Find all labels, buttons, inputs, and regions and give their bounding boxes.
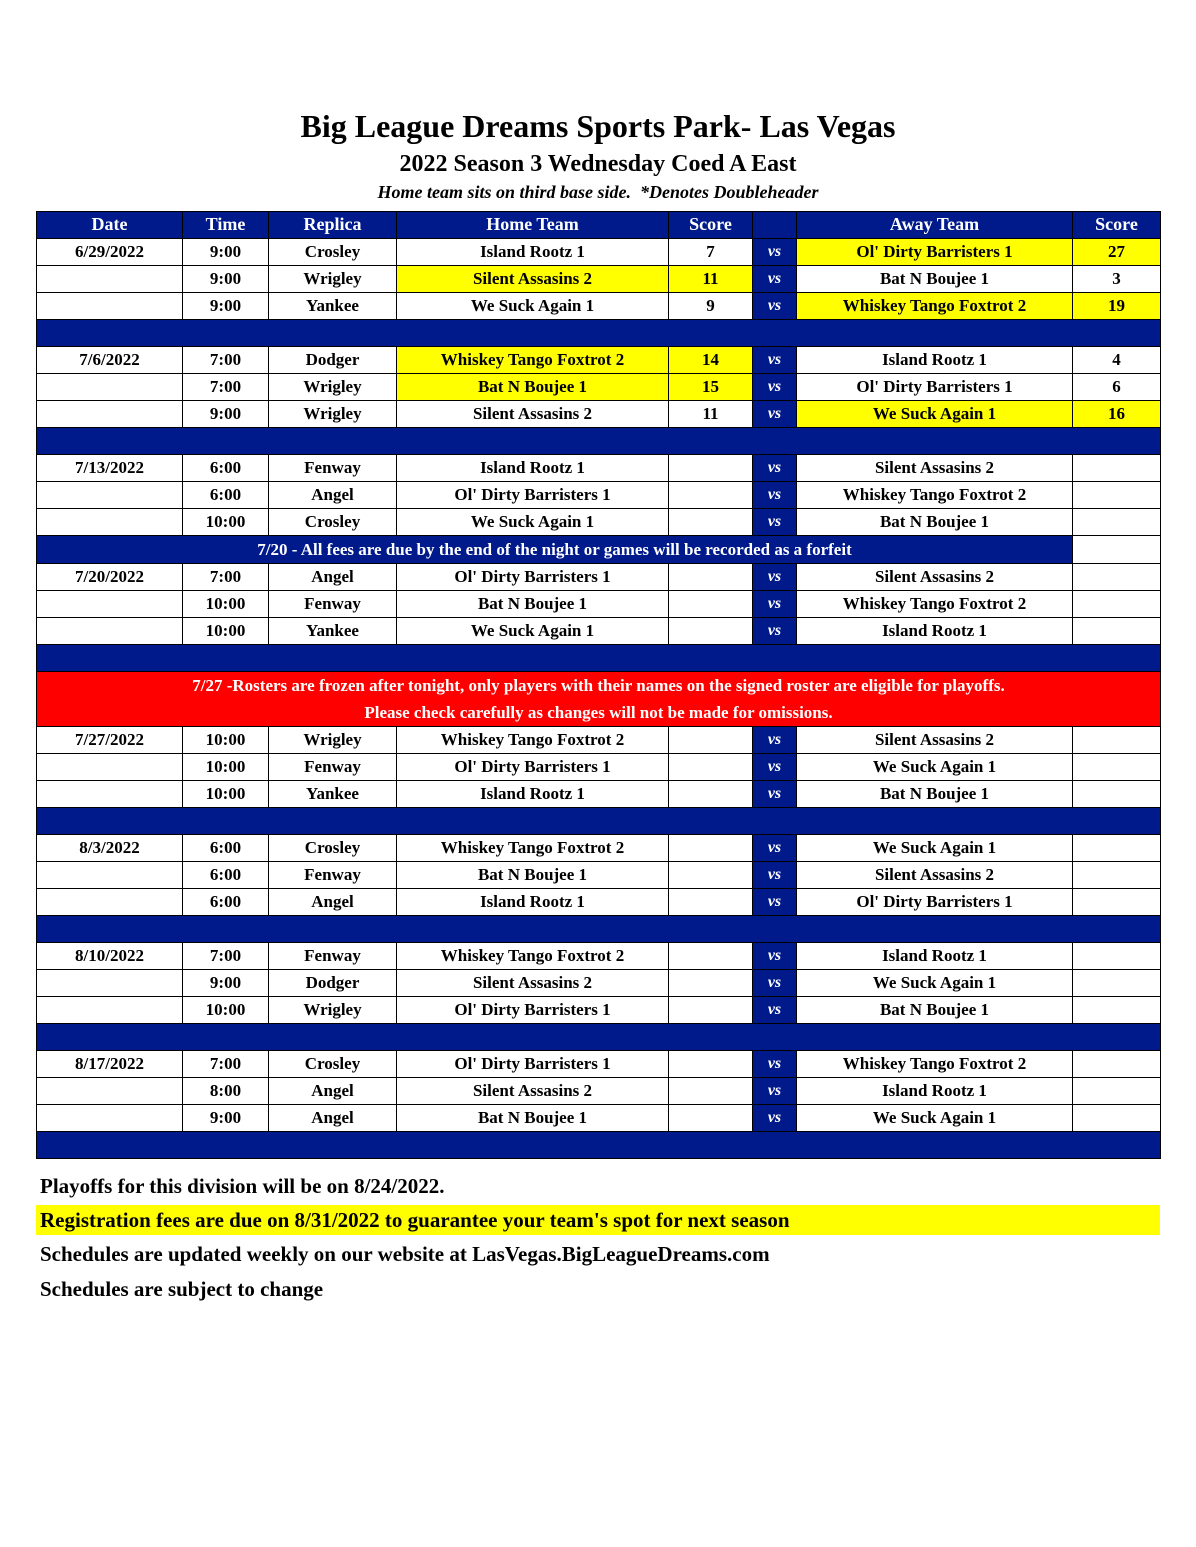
- home-score-cell: 14: [669, 346, 753, 373]
- away-team-cell: Ol' Dirty Barristers 1: [797, 238, 1073, 265]
- away-score-cell: [1073, 780, 1161, 807]
- time-cell: 10:00: [183, 753, 269, 780]
- replica-cell: Dodger: [269, 969, 397, 996]
- away-team-cell: Whiskey Tango Foxtrot 2: [797, 1050, 1073, 1077]
- date-cell: 7/20/2022: [37, 563, 183, 590]
- game-row: [37, 454, 1161, 481]
- away-score-cell: 16: [1073, 400, 1161, 427]
- away-team-cell: Bat N Boujee 1: [797, 996, 1073, 1023]
- date-cell: 8/10/2022: [37, 942, 183, 969]
- vs-cell: vs: [753, 617, 797, 644]
- replica-cell: Wrigley: [269, 996, 397, 1023]
- time-cell: 7:00: [183, 1050, 269, 1077]
- header-row: [37, 211, 1161, 238]
- home-team-cell: Island Rootz 1: [397, 454, 669, 481]
- banner-cell: [37, 535, 1073, 563]
- vs-cell: vs: [753, 508, 797, 535]
- game-row: [37, 888, 1161, 915]
- home-team-cell: Silent Assasins 2: [397, 1077, 669, 1104]
- banner-line: 7/27 -Rosters are frozen after tonight, only players with their names on the signed roster are eligible for playoffs.: [192, 675, 1005, 695]
- time-cell: 7:00: [183, 942, 269, 969]
- time-cell: 6:00: [183, 481, 269, 508]
- game-row: [37, 1050, 1161, 1077]
- home-score-cell: 11: [669, 265, 753, 292]
- spacer-cell: [37, 427, 1161, 454]
- home-score-cell: [669, 563, 753, 590]
- home-score-cell: 7: [669, 238, 753, 265]
- away-score-cell: [1073, 861, 1161, 888]
- time-cell: 8:00: [183, 1077, 269, 1104]
- vs-cell: vs: [753, 1077, 797, 1104]
- home-score-cell: [669, 1104, 753, 1131]
- home-score-cell: [669, 753, 753, 780]
- empty-score-cell: [1073, 535, 1161, 563]
- date-cell: 8/3/2022: [37, 834, 183, 861]
- home-team-cell: Whiskey Tango Foxtrot 2: [397, 942, 669, 969]
- home-team-cell: We Suck Again 1: [397, 508, 669, 535]
- away-score-cell: [1073, 590, 1161, 617]
- away-score-cell: [1073, 996, 1161, 1023]
- footer-line: Schedules are subject to change: [40, 1276, 324, 1301]
- vs-cell: vs: [753, 265, 797, 292]
- home-score-cell: [669, 481, 753, 508]
- time-cell: 10:00: [183, 780, 269, 807]
- away-team-cell: Silent Assasins 2: [797, 454, 1073, 481]
- date-cell: [37, 400, 183, 427]
- banner-line: 7/20 - All fees are due by the end of the night or games will be recorded as a forfeit: [257, 539, 852, 559]
- footer-line: Schedules are updated weekly on our website at LasVegas.BigLeagueDreams.com: [40, 1242, 770, 1267]
- game-row: [37, 590, 1161, 617]
- vs-cell: vs: [753, 1050, 797, 1077]
- replica-cell: Dodger: [269, 346, 397, 373]
- away-team-cell: We Suck Again 1: [797, 1104, 1073, 1131]
- home-score-cell: [669, 996, 753, 1023]
- spacer-row: [37, 1131, 1161, 1158]
- game-row: [37, 753, 1161, 780]
- game-row: [37, 942, 1161, 969]
- home-team-cell: Bat N Boujee 1: [397, 861, 669, 888]
- away-score-cell: [1073, 508, 1161, 535]
- away-score-cell: 27: [1073, 238, 1161, 265]
- spacer-cell: [37, 319, 1161, 346]
- home-team-cell: We Suck Again 1: [397, 292, 669, 319]
- time-cell: 10:00: [183, 508, 269, 535]
- footer: [36, 1171, 1160, 1304]
- header-home-team: Home Team: [397, 211, 669, 238]
- away-score-cell: [1073, 1104, 1161, 1131]
- home-team-cell: Bat N Boujee 1: [397, 590, 669, 617]
- vs-cell: vs: [753, 726, 797, 753]
- home-team-cell: Whiskey Tango Foxtrot 2: [397, 726, 669, 753]
- away-score-cell: [1073, 942, 1161, 969]
- spacer-row: [37, 1023, 1161, 1050]
- home-score-cell: [669, 590, 753, 617]
- banner-row: [37, 535, 1161, 563]
- schedule-table-body: [37, 238, 1161, 1158]
- vs-cell: vs: [753, 373, 797, 400]
- time-cell: 6:00: [183, 888, 269, 915]
- time-cell: 9:00: [183, 400, 269, 427]
- page-header: [0, 0, 1196, 203]
- time-cell: 6:00: [183, 454, 269, 481]
- away-team-cell: Island Rootz 1: [797, 617, 1073, 644]
- vs-cell: vs: [753, 834, 797, 861]
- vs-cell: vs: [753, 942, 797, 969]
- spacer-row: [37, 807, 1161, 834]
- game-row: [37, 563, 1161, 590]
- time-cell: 6:00: [183, 861, 269, 888]
- spacer-row: [37, 427, 1161, 454]
- home-team-cell: Whiskey Tango Foxtrot 2: [397, 834, 669, 861]
- time-cell: 7:00: [183, 563, 269, 590]
- time-cell: 6:00: [183, 834, 269, 861]
- game-row: [37, 265, 1161, 292]
- away-score-cell: [1073, 834, 1161, 861]
- date-cell: 7/27/2022: [37, 726, 183, 753]
- date-cell: [37, 996, 183, 1023]
- away-score-cell: [1073, 969, 1161, 996]
- replica-cell: Angel: [269, 888, 397, 915]
- time-cell: 9:00: [183, 292, 269, 319]
- vs-cell: vs: [753, 400, 797, 427]
- vs-cell: vs: [753, 1104, 797, 1131]
- away-team-cell: Whiskey Tango Foxtrot 2: [797, 590, 1073, 617]
- replica-cell: Wrigley: [269, 265, 397, 292]
- game-row: [37, 834, 1161, 861]
- replica-cell: Wrigley: [269, 400, 397, 427]
- vs-cell: vs: [753, 292, 797, 319]
- away-score-cell: 19: [1073, 292, 1161, 319]
- date-cell: [37, 1104, 183, 1131]
- home-score-cell: [669, 969, 753, 996]
- date-cell: [37, 969, 183, 996]
- game-row: [37, 346, 1161, 373]
- replica-cell: Fenway: [269, 590, 397, 617]
- vs-cell: vs: [753, 888, 797, 915]
- time-cell: 7:00: [183, 346, 269, 373]
- replica-cell: Fenway: [269, 454, 397, 481]
- game-row: [37, 969, 1161, 996]
- home-team-cell: We Suck Again 1: [397, 617, 669, 644]
- vs-cell: vs: [753, 590, 797, 617]
- header-date: Date: [37, 211, 183, 238]
- away-team-cell: Island Rootz 1: [797, 1077, 1073, 1104]
- replica-cell: Angel: [269, 481, 397, 508]
- game-row: [37, 292, 1161, 319]
- page-subtitle: 2022 Season 3 Wednesday Coed A East: [399, 150, 797, 177]
- replica-cell: Fenway: [269, 942, 397, 969]
- vs-cell: vs: [753, 780, 797, 807]
- game-row: [37, 780, 1161, 807]
- header-time: Time: [183, 211, 269, 238]
- time-cell: 10:00: [183, 996, 269, 1023]
- vs-cell: vs: [753, 996, 797, 1023]
- replica-cell: Wrigley: [269, 726, 397, 753]
- game-row: [37, 996, 1161, 1023]
- away-team-cell: Whiskey Tango Foxtrot 2: [797, 292, 1073, 319]
- time-cell: 9:00: [183, 1104, 269, 1131]
- date-cell: [37, 265, 183, 292]
- spacer-row: [37, 644, 1161, 671]
- header-replica: Replica: [269, 211, 397, 238]
- replica-cell: Angel: [269, 563, 397, 590]
- home-score-cell: [669, 780, 753, 807]
- home-team-cell: Ol' Dirty Barristers 1: [397, 753, 669, 780]
- away-team-cell: Island Rootz 1: [797, 942, 1073, 969]
- home-team-cell: Ol' Dirty Barristers 1: [397, 563, 669, 590]
- replica-cell: Crosley: [269, 1050, 397, 1077]
- date-cell: [37, 888, 183, 915]
- date-cell: 6/29/2022: [37, 238, 183, 265]
- replica-cell: Angel: [269, 1104, 397, 1131]
- home-team-cell: Ol' Dirty Barristers 1: [397, 1050, 669, 1077]
- replica-cell: Yankee: [269, 617, 397, 644]
- spacer-cell: [37, 915, 1161, 942]
- vs-cell: vs: [753, 238, 797, 265]
- away-score-cell: [1073, 617, 1161, 644]
- away-team-cell: We Suck Again 1: [797, 400, 1073, 427]
- home-score-cell: [669, 888, 753, 915]
- date-cell: [37, 373, 183, 400]
- vs-cell: vs: [753, 969, 797, 996]
- away-score-cell: [1073, 753, 1161, 780]
- home-team-cell: Bat N Boujee 1: [397, 373, 669, 400]
- replica-cell: Crosley: [269, 834, 397, 861]
- vs-cell: vs: [753, 861, 797, 888]
- time-cell: 9:00: [183, 238, 269, 265]
- footer-line: Registration fees are due on 8/31/2022 to guarantee your team's spot for next season: [36, 1205, 1160, 1235]
- date-cell: [37, 617, 183, 644]
- away-team-cell: Ol' Dirty Barristers 1: [797, 888, 1073, 915]
- date-cell: 8/17/2022: [37, 1050, 183, 1077]
- away-team-cell: Silent Assasins 2: [797, 563, 1073, 590]
- home-score-cell: [669, 834, 753, 861]
- away-score-cell: [1073, 481, 1161, 508]
- date-cell: [37, 861, 183, 888]
- away-team-cell: Whiskey Tango Foxtrot 2: [797, 481, 1073, 508]
- game-row: [37, 726, 1161, 753]
- home-score-cell: 15: [669, 373, 753, 400]
- spacer-cell: [37, 1023, 1161, 1050]
- game-row: [37, 400, 1161, 427]
- home-team-cell: Whiskey Tango Foxtrot 2: [397, 346, 669, 373]
- header-home-score: Score: [669, 211, 753, 238]
- game-row: [37, 481, 1161, 508]
- away-team-cell: Silent Assasins 2: [797, 726, 1073, 753]
- vs-cell: vs: [753, 753, 797, 780]
- game-row: [37, 373, 1161, 400]
- date-cell: [37, 753, 183, 780]
- home-team-cell: Island Rootz 1: [397, 238, 669, 265]
- home-score-cell: [669, 942, 753, 969]
- spacer-row: [37, 319, 1161, 346]
- away-team-cell: We Suck Again 1: [797, 969, 1073, 996]
- time-cell: 9:00: [183, 969, 269, 996]
- game-row: [37, 508, 1161, 535]
- game-row: [37, 238, 1161, 265]
- date-cell: [37, 508, 183, 535]
- header-away-score: Score: [1073, 211, 1161, 238]
- home-score-cell: 9: [669, 292, 753, 319]
- date-cell: 7/6/2022: [37, 346, 183, 373]
- away-team-cell: Island Rootz 1: [797, 346, 1073, 373]
- date-cell: [37, 590, 183, 617]
- replica-cell: Crosley: [269, 508, 397, 535]
- replica-cell: Angel: [269, 1077, 397, 1104]
- away-team-cell: Bat N Boujee 1: [797, 508, 1073, 535]
- away-team-cell: Bat N Boujee 1: [797, 780, 1073, 807]
- time-cell: 10:00: [183, 617, 269, 644]
- date-cell: [37, 292, 183, 319]
- spacer-cell: [37, 644, 1161, 671]
- home-score-cell: [669, 454, 753, 481]
- away-score-cell: 6: [1073, 373, 1161, 400]
- banner-line: Please check carefully as changes will not be made for omissions.: [364, 702, 833, 722]
- away-score-cell: [1073, 726, 1161, 753]
- schedule-table: [36, 211, 1161, 1159]
- game-row: [37, 861, 1161, 888]
- date-cell: [37, 780, 183, 807]
- replica-cell: Wrigley: [269, 373, 397, 400]
- home-team-cell: Ol' Dirty Barristers 1: [397, 481, 669, 508]
- header-away-team: Away Team: [797, 211, 1073, 238]
- game-row: [37, 617, 1161, 644]
- home-team-cell: Island Rootz 1: [397, 780, 669, 807]
- home-score-cell: [669, 726, 753, 753]
- vs-cell: vs: [753, 481, 797, 508]
- away-score-cell: [1073, 888, 1161, 915]
- date-cell: 7/13/2022: [37, 454, 183, 481]
- home-score-cell: [669, 1077, 753, 1104]
- home-team-cell: Silent Assasins 2: [397, 265, 669, 292]
- home-score-cell: 11: [669, 400, 753, 427]
- home-team-cell: Island Rootz 1: [397, 888, 669, 915]
- away-team-cell: Silent Assasins 2: [797, 861, 1073, 888]
- spacer-row: [37, 915, 1161, 942]
- away-team-cell: We Suck Again 1: [797, 834, 1073, 861]
- home-score-cell: [669, 1050, 753, 1077]
- away-score-cell: [1073, 563, 1161, 590]
- date-cell: [37, 1077, 183, 1104]
- home-team-note: Home team sits on third base side. *Denotes Doubleheader: [377, 181, 819, 202]
- away-team-cell: Ol' Dirty Barristers 1: [797, 373, 1073, 400]
- time-cell: 10:00: [183, 590, 269, 617]
- replica-cell: Crosley: [269, 238, 397, 265]
- vs-cell: vs: [753, 454, 797, 481]
- game-row: [37, 1104, 1161, 1131]
- home-score-cell: [669, 508, 753, 535]
- page-title: Big League Dreams Sports Park- Las Vegas: [300, 108, 896, 144]
- away-score-cell: [1073, 454, 1161, 481]
- replica-cell: Yankee: [269, 780, 397, 807]
- date-cell: [37, 481, 183, 508]
- home-team-cell: Silent Assasins 2: [397, 969, 669, 996]
- game-row: [37, 1077, 1161, 1104]
- banner-cell: [37, 671, 1161, 726]
- away-score-cell: [1073, 1050, 1161, 1077]
- spacer-cell: [37, 1131, 1161, 1158]
- home-score-cell: [669, 861, 753, 888]
- away-team-cell: We Suck Again 1: [797, 753, 1073, 780]
- home-team-cell: Ol' Dirty Barristers 1: [397, 996, 669, 1023]
- replica-cell: Yankee: [269, 292, 397, 319]
- home-score-cell: [669, 617, 753, 644]
- home-team-cell: Silent Assasins 2: [397, 400, 669, 427]
- time-cell: 9:00: [183, 265, 269, 292]
- replica-cell: Fenway: [269, 753, 397, 780]
- time-cell: 7:00: [183, 373, 269, 400]
- home-team-cell: Bat N Boujee 1: [397, 1104, 669, 1131]
- footer-line: Playoffs for this division will be on 8/24/2022.: [40, 1173, 445, 1198]
- schedule-table-head: [37, 211, 1161, 238]
- banner-row: [37, 671, 1161, 726]
- away-score-cell: 3: [1073, 265, 1161, 292]
- away-score-cell: [1073, 1077, 1161, 1104]
- spacer-cell: [37, 807, 1161, 834]
- away-score-cell: 4: [1073, 346, 1161, 373]
- vs-cell: vs: [753, 563, 797, 590]
- header-vs: [753, 211, 797, 238]
- away-team-cell: Bat N Boujee 1: [797, 265, 1073, 292]
- time-cell: 10:00: [183, 726, 269, 753]
- replica-cell: Fenway: [269, 861, 397, 888]
- vs-cell: vs: [753, 346, 797, 373]
